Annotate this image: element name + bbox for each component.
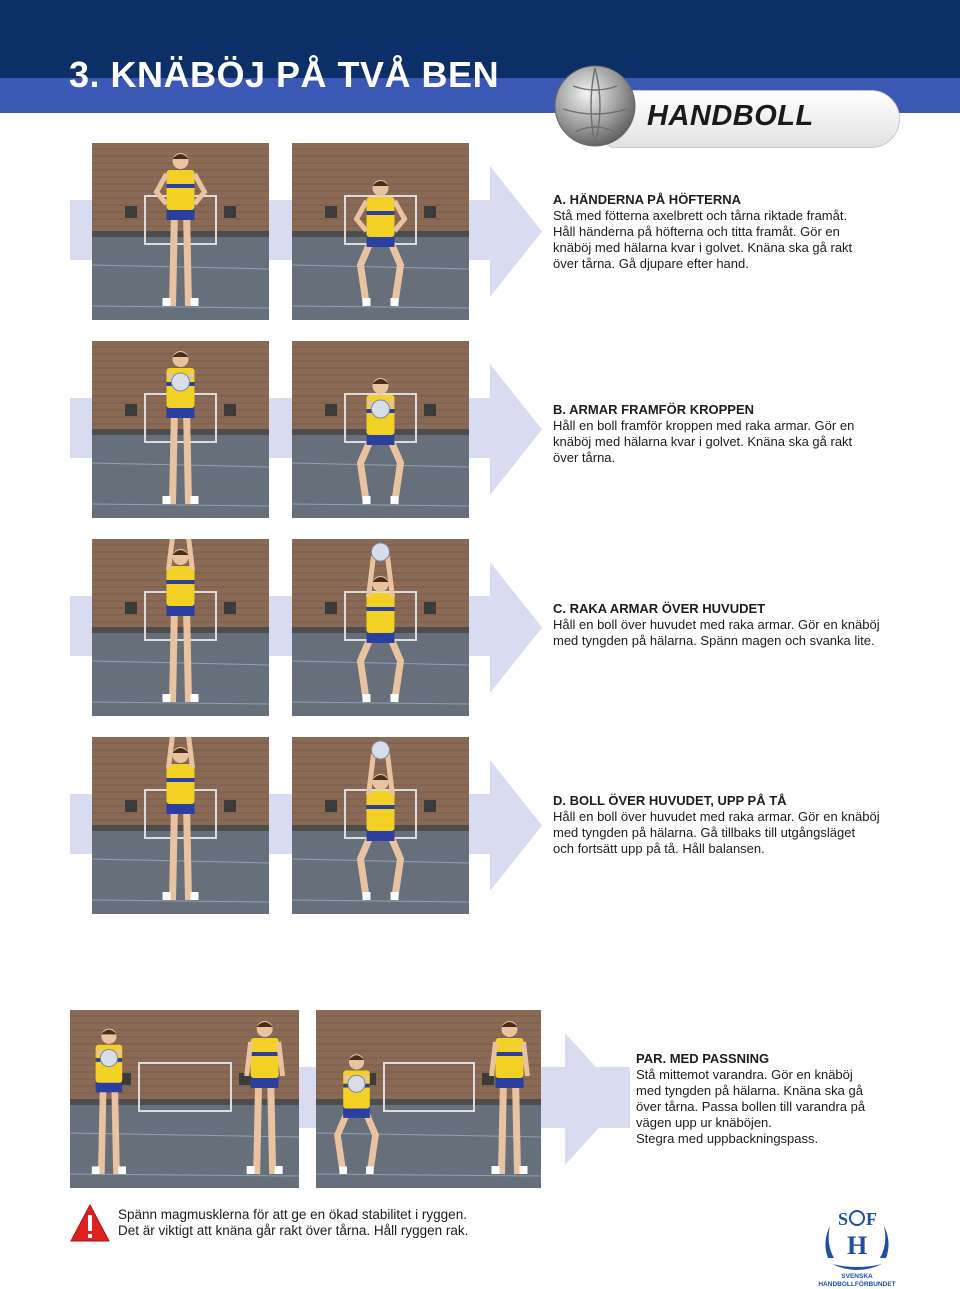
- player-photo-illustration: [92, 539, 269, 716]
- exercise-line: med tyngden på hälarna. Gå tillbaks till utgångsläget: [553, 825, 856, 840]
- exercise-description: [636, 1051, 865, 1147]
- exercise-photo: [70, 1010, 299, 1188]
- exercise-description: [553, 793, 880, 857]
- exercise-photo: [92, 143, 269, 320]
- player-photo-illustration: [292, 341, 469, 518]
- exercise-description: [553, 601, 880, 649]
- exercise-title: PAR. MED PASSNING: [636, 1051, 770, 1066]
- arrow-right-icon: [565, 1033, 625, 1165]
- exercise-photo: [92, 341, 269, 518]
- exercise-title: B. ARMAR FRAMFÖR KROPPEN: [553, 402, 755, 417]
- monogram-h: H: [847, 1231, 868, 1260]
- arrow-right-icon: [490, 760, 542, 891]
- arrow-right-icon: [490, 166, 542, 297]
- exercise-title: D. BOLL ÖVER HUVUDET, UPP PÅ TÅ: [553, 793, 787, 808]
- arrow-right-icon: [490, 562, 542, 693]
- player-photo-illustration: [316, 1010, 541, 1188]
- player-photo-illustration: [292, 143, 469, 320]
- warning-line: Spänn magmusklerna för att ge en ökad stabilitet i ryggen.: [118, 1207, 467, 1222]
- player-photo-illustration: [92, 143, 269, 320]
- exercise-line: vägen upp ur knäböjen.: [636, 1115, 772, 1130]
- exercise-line: knäböj med hälarna kvar i golvet. Knäna ska gå rakt: [553, 434, 853, 449]
- federation-name-2: HANDBOLLFÖRBUNDET: [818, 1281, 896, 1288]
- player-photo-illustration: [92, 737, 269, 914]
- monogram-f: F: [866, 1209, 877, 1229]
- exercise-photo: [292, 341, 469, 518]
- warning-line: Det är viktigt att knäna går rakt över tårna. Håll ryggen rak.: [118, 1223, 469, 1238]
- player-photo-illustration: [70, 1010, 299, 1188]
- exercise-line: Håll händerna på höfterna och titta framåt. Gör en: [553, 224, 840, 239]
- exercise-photo: [292, 143, 469, 320]
- exercise-photo: [92, 539, 269, 716]
- arrow-right-icon: [490, 364, 542, 495]
- exercise-line: över tårna.: [553, 450, 616, 465]
- exercise-line: Stegra med uppbackningspass.: [636, 1131, 819, 1146]
- exercise-line: och fortsätt upp på tå. Håll balansen.: [553, 841, 765, 856]
- federation-name-1: SVENSKA: [841, 1273, 873, 1280]
- exercise-line: över tårna. Passa bollen till varandra på: [636, 1099, 866, 1114]
- brand-label: HANDBOLL: [647, 100, 814, 132]
- monogram-s: S: [838, 1209, 849, 1229]
- handball-icon: [553, 64, 637, 148]
- exercise-line: knäböj med hälarna kvar i golvet. Knäna ska gå rakt: [553, 240, 853, 255]
- exercise-line: med tyngden på hälarna. Knäna ska gå: [636, 1083, 863, 1098]
- exercise-line: Stå med fötterna axelbrett och tårna riktade framåt.: [553, 208, 848, 223]
- exercise-description: [553, 192, 852, 272]
- handboll-logo: [545, 60, 910, 160]
- exercise-line: Håll en boll över huvudet med raka armar. Gör en knäböj: [553, 809, 880, 824]
- exercise-line: Håll en boll framför kroppen med raka armar. Gör en: [553, 418, 855, 433]
- exercise-line: Stå mittemot varandra. Gör en knäböj: [636, 1067, 853, 1082]
- warning-icon: [69, 1203, 111, 1243]
- page-title: 3. KNÄBÖJ PÅ TVÅ BEN: [69, 54, 500, 95]
- exercise-photo: [316, 1010, 541, 1188]
- exercise-title: C. RAKA ARMAR ÖVER HUVUDET: [553, 601, 766, 616]
- exercise-photo: [92, 737, 269, 914]
- warning-text: [118, 1207, 468, 1239]
- exercise-photo: [292, 539, 469, 716]
- exercise-photo: [292, 737, 469, 914]
- federation-logo: [816, 1198, 898, 1288]
- exercise-line: över tårna. Gå djupare efter hand.: [553, 256, 749, 271]
- player-photo-illustration: [292, 737, 469, 914]
- exercise-description: [553, 402, 854, 466]
- player-photo-illustration: [92, 341, 269, 518]
- exercise-line: med tyngden på hälarna. Spänn magen och svanka lite.: [553, 633, 875, 648]
- exercise-line: Håll en boll över huvudet med raka armar. Gör en knäböj: [553, 617, 880, 632]
- exercise-title: A. HÄNDERNA PÅ HÖFTERNA: [553, 192, 742, 207]
- player-photo-illustration: [292, 539, 469, 716]
